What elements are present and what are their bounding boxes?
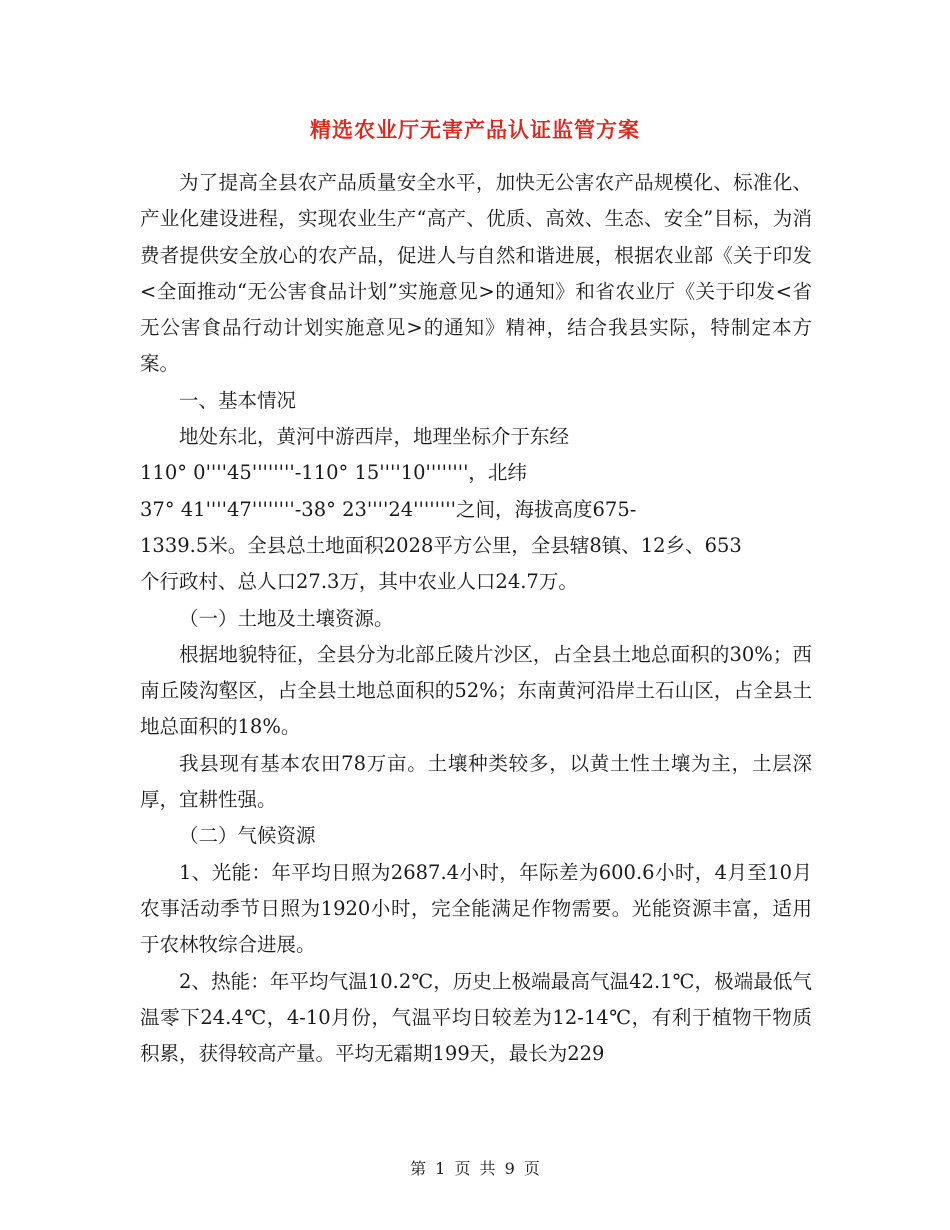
- location-line: 1339.5米。全县总土地面积2028平方公里，全县辖8镇、12乡、653: [140, 533, 742, 557]
- subsection-heading-climate: （二）气候资源: [179, 824, 316, 848]
- subsection-heading-land: （一）土地及土壤资源。: [179, 606, 394, 630]
- section-heading-basic-info: 一、基本情况: [179, 388, 297, 412]
- document-body: [140, 165, 812, 1072]
- location-line: 个行政村、总人口27.3万，其中农业人口24.7万。: [140, 570, 578, 594]
- soil-paragraph: 我县现有基本农田78万亩。土壤种类较多，以黄土性土壤为主，土层深厚，宜耕性强。: [140, 751, 812, 812]
- document-title: 精选农业厅无害产品认证监管方案: [310, 117, 640, 142]
- intro-paragraph: 为了提高全县农产品质量安全水平，加快无公害农产品规模化、标准化、产业化建设进程，实现农业生产“高产、优质、高效、生态、安全”目标，为消费者提供安全放心的农产品，促进人与自然和谐进展，根据农业部《关于印发<全面推动“无公害食品计划”实施意见>的通知》和省农业厅《关于印发<省无公害食品行动计划实施意见>的通知》精神，结合我县实际，特制定本方案。: [140, 171, 812, 376]
- location-line: 37° 41''''47''''''''-38° 23''''24''''''''之间，海拔高度675-: [140, 497, 637, 521]
- light-paragraph: 1、光能：年平均日照为2687.4小时，年际差为600.6小时，4月至10月农事活动季节日照为1920小时，完全能满足作物需要。光能资源丰富，适用于农林牧综合进展。: [140, 860, 812, 957]
- heat-paragraph: 2、热能：年平均气温10.2℃，历史上极端最高气温42.1℃，极端最低气温零下24.4℃，4-10月份，气温平均日较差为12-14℃，有利于植物干物质积累，获得较高产量。平均无霜期199天，最长为229: [140, 969, 812, 1066]
- location-line: 110° 0''''45''''''''-110° 15''''10''''''''，北纬: [140, 461, 527, 485]
- location-line: 地处东北，黄河中游西岸，地理坐标介于东经: [179, 425, 570, 449]
- land-paragraph: 根据地貌特征，全县分为北部丘陵片沙区，占全县土地总面积的30%；西南丘陵沟壑区，占全县土地总面积的52%；东南黄河沿岸土石山区，占全县土地总面积的18%。: [140, 642, 812, 739]
- page-number: 第 1 页 共 9 页: [410, 1159, 540, 1178]
- location-paragraph: [140, 419, 812, 455]
